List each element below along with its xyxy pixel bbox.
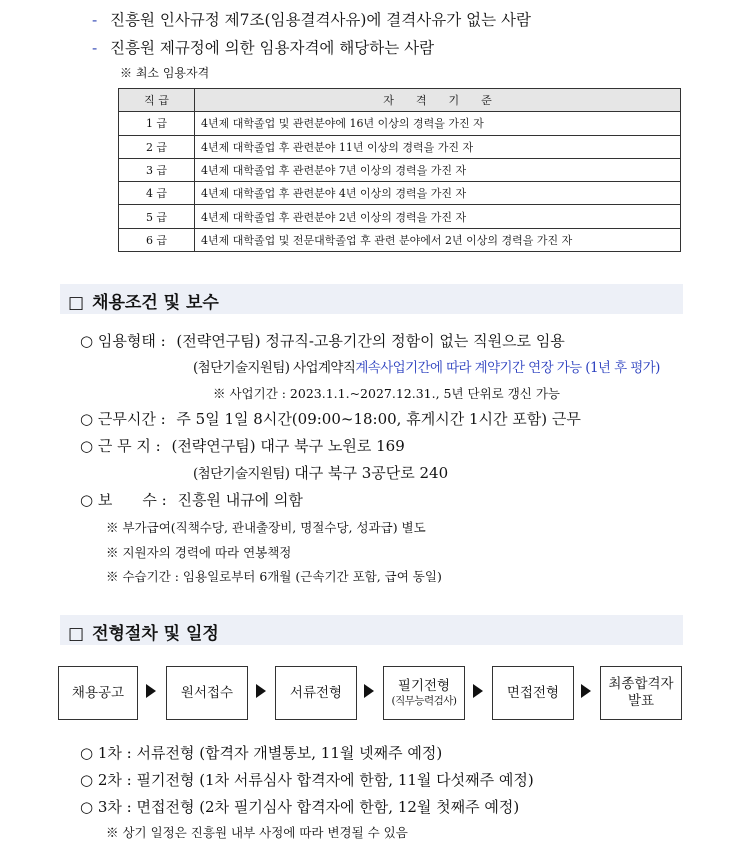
grade-cell: 6 급 <box>119 228 195 251</box>
schedule-stage-3: ○ 3차 : 면접전형 (2차 필기심사 합격자에 한함, 12월 첫째주 예정) <box>80 798 520 816</box>
work-location-value-2: 대구 북구 3공단로 240 <box>294 464 449 482</box>
grade-cell: 1 급 <box>119 112 195 135</box>
section-header-procedure <box>60 615 683 645</box>
min-qual-note: ※ 최소 임용자격 <box>120 66 210 80</box>
salary-label: ○ 보 수 : <box>80 491 167 509</box>
grade-cell: 4 급 <box>119 182 195 205</box>
table-row <box>119 182 681 205</box>
table-row <box>119 112 681 135</box>
intro-line-2: - 진흥원 제규정에 의한 임용자격에 해당하는 사람 <box>92 39 435 57</box>
table-header-row <box>119 89 681 112</box>
section-title: □ 채용조건 및 보수 <box>68 293 219 313</box>
arrow-right-icon <box>581 684 591 698</box>
qualification-table <box>118 88 681 252</box>
arrow-right-icon <box>473 684 483 698</box>
working-hours-value: 주 5일 1일 8시간(09:00~18:00, 휴게시간 1시간 포함) 근무 <box>176 410 581 428</box>
employment-type-value-1: (전략연구팀) 정규직-고용기간의 정함이 없는 직원으로 임용 <box>176 332 565 350</box>
work-location-team: (첨단기술지원팀) <box>193 466 290 482</box>
intro-line-1: - 진흥원 인사규정 제7조(임용결격사유)에 결격사유가 없는 사람 <box>92 11 531 29</box>
square-bullet-icon: □ <box>68 624 85 644</box>
criteria-cell: 4년제 대학졸업 후 관련분야 11년 이상의 경력을 가진 자 <box>195 135 681 158</box>
criteria-cell: 4년제 대학졸업 및 전문대학졸업 후 관련 분야에서 2년 이상의 경력을 가진 자 <box>195 228 681 251</box>
dash-bullet: - <box>92 11 98 29</box>
square-bullet-icon: □ <box>68 293 85 313</box>
criteria-cell: 4년제 대학졸업 후 관련분야 7년 이상의 경력을 가진 자 <box>195 158 681 181</box>
table-row <box>119 205 681 228</box>
section-header-conditions <box>60 284 683 314</box>
flow-step-announcement: 채용공고 <box>58 666 138 720</box>
grade-cell: 3 급 <box>119 158 195 181</box>
flow-step-interview: 면접전형 <box>492 666 574 720</box>
salary-note-1: ※ 부가급여(직책수당, 관내출장비, 명절수당, 성과급) 별도 <box>106 520 426 535</box>
dash-bullet: - <box>92 39 98 57</box>
contract-extension-note: 계속사업기간에 따라 계약기간 연장 가능 (1년 후 평가) <box>355 360 660 376</box>
schedule-note: ※ 상기 일정은 진흥원 내부 사정에 따라 변경될 수 있음 <box>106 825 408 840</box>
employment-type-row <box>80 330 565 351</box>
salary-value: 진흥원 내규에 의함 <box>177 491 303 509</box>
criteria-cell: 4년제 대학졸업 후 관련분야 2년 이상의 경력을 가진 자 <box>195 205 681 228</box>
table-row <box>119 228 681 251</box>
arrow-right-icon <box>256 684 266 698</box>
flow-step-final-announcement: 최종합격자 발표 <box>600 666 682 720</box>
grade-header: 직 급 <box>119 89 195 112</box>
work-location-label: ○ 근 무 지 : <box>80 437 161 455</box>
salary-note-3: ※ 수습기간 : 임용일로부터 6개월 (근속기간 포함, 급여 동일) <box>106 569 442 584</box>
table-row <box>119 158 681 181</box>
arrow-right-icon <box>146 684 156 698</box>
salary-note-2: ※ 지원자의 경력에 따라 연봉책정 <box>106 545 292 560</box>
employment-type-row-2 <box>193 356 660 376</box>
working-hours-label: ○ 근무시간 : <box>80 410 166 428</box>
flow-step-written-exam: 필기전형 (직무능력검사) <box>383 666 465 720</box>
schedule-stage-2: ○ 2차 : 필기전형 (1차 서류심사 합격자에 한함, 11월 다섯째주 예정) <box>80 771 534 789</box>
schedule-stage-1: ○ 1차 : 서류전형 (합격자 개별통보, 11월 넷째주 예정) <box>80 744 443 762</box>
project-period-note: ※ 사업기간 : 2023.1.1.~2027.12.31., 5년 단위로 갱신 가능 <box>213 386 561 401</box>
criteria-cell: 4년제 대학졸업 후 관련분야 4년 이상의 경력을 가진 자 <box>195 182 681 205</box>
work-location-row-2 <box>193 462 448 483</box>
arrow-right-icon <box>364 684 374 698</box>
criteria-cell: 4년제 대학졸업 및 관련분야에 16년 이상의 경력을 가진 자 <box>195 112 681 135</box>
flow-step-document-screening: 서류전형 <box>275 666 357 720</box>
work-location-value-1: (전략연구팀) 대구 북구 노원로 169 <box>171 437 405 455</box>
flow-step-application: 원서접수 <box>166 666 248 720</box>
grade-cell: 5 급 <box>119 205 195 228</box>
grade-cell: 2 급 <box>119 135 195 158</box>
employment-type-value-2: (첨단기술지원팀) 사업계약직 <box>193 360 356 376</box>
salary-row <box>80 489 303 510</box>
table-row <box>119 135 681 158</box>
section-title: □ 전형절차 및 일정 <box>68 624 219 644</box>
work-location-row <box>80 435 405 456</box>
working-hours-row <box>80 408 581 429</box>
criteria-header: 자 격 기 준 <box>195 89 681 112</box>
employment-type-label: ○ 임용형태 : <box>80 332 166 350</box>
